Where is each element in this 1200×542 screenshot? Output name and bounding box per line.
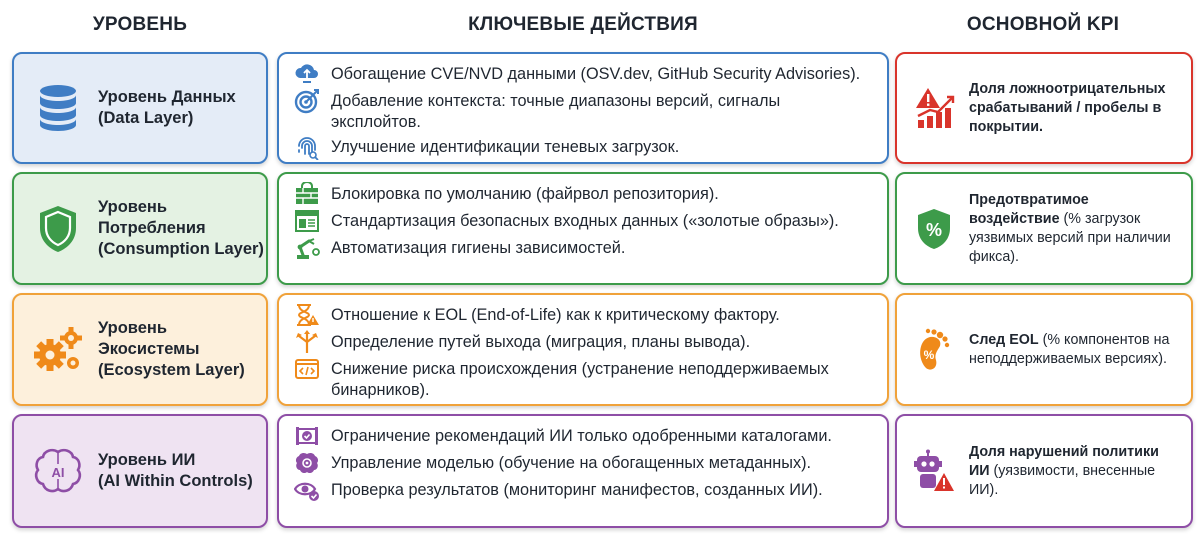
shield-icon — [32, 203, 84, 255]
percent-shield-icon — [911, 206, 957, 252]
split-arrows-icon — [293, 329, 321, 355]
database-icon — [32, 82, 84, 134]
level-label: Уровень ИИ (AI Within Controls) — [98, 451, 253, 490]
ai-brain-icon — [32, 445, 84, 497]
robot-warning-icon — [911, 448, 957, 494]
level-label: Уровень Данных (Data Layer) — [98, 88, 236, 127]
action-item — [293, 61, 873, 87]
action-item — [293, 329, 873, 355]
eye-check-icon — [293, 477, 321, 503]
level-label: Уровень Потребления (Consumption Layer) — [98, 198, 264, 258]
action-item — [293, 208, 873, 234]
action-item — [293, 302, 873, 328]
level-card-data — [12, 52, 268, 164]
level-card-ai — [12, 414, 268, 528]
action-item — [293, 450, 873, 476]
action-item — [293, 181, 873, 207]
action-item — [293, 235, 873, 261]
action-text: Проверка результатов (мониторинг манифестов, созданных ИИ). — [331, 481, 823, 499]
footprint-percent-icon — [911, 327, 957, 373]
cloud-sync-icon — [293, 61, 321, 87]
hourglass-warning-icon — [293, 302, 321, 328]
standard-image-icon — [293, 208, 321, 234]
action-item — [293, 423, 873, 449]
kpi-text: Доля нарушений политики ИИ (уязвимости, внесенные ИИ). — [969, 443, 1159, 498]
action-text: Улучшение идентификации теневых загрузок. — [331, 138, 680, 156]
fingerprint-icon — [293, 134, 321, 160]
action-text: Стандартизация безопасных входных данных («золотые образы»). — [331, 212, 839, 230]
gears-icon — [32, 324, 84, 376]
action-item — [293, 356, 873, 401]
robot-arm-icon — [293, 235, 321, 261]
code-window-icon — [293, 356, 321, 382]
action-item — [293, 477, 873, 503]
actions-card-ecosystem — [277, 293, 889, 406]
svg-text:%: % — [923, 347, 935, 362]
brain-gear-icon — [293, 450, 321, 476]
action-text: Ограничение рекомендаций ИИ только одобренными каталогами. — [331, 427, 832, 445]
svg-text:AI: AI — [51, 465, 65, 480]
catalog-check-icon — [293, 423, 321, 449]
action-text: Отношение к EOL (End-of-Life) как к критическому фактору. — [331, 306, 780, 324]
action-text: Блокировка по умолчанию (файрвол репозитория). — [331, 185, 719, 203]
kpi-card-data — [895, 52, 1193, 164]
lock-firewall-icon — [293, 181, 321, 207]
action-text: Определение путей выхода (миграция, планы вывода). — [331, 333, 751, 351]
kpi-text: Предотвратимое воздействие (% загрузок уязвимых версий при наличии фикса). — [969, 191, 1171, 265]
level-label: Уровень Экосистемы (Ecosystem Layer) — [98, 319, 245, 379]
action-item — [293, 88, 873, 133]
action-text: Обогащение CVE/NVD данными (OSV.dev, GitHub Security Advisories). — [331, 65, 861, 83]
header-kpi: ОСНОВНОЙ KPI — [966, 14, 1120, 35]
header-level: УРОВЕНЬ — [92, 14, 188, 35]
action-text: Снижение риска происхождения (устранение неподдерживаемых бинарников). — [331, 360, 829, 399]
actions-card-consumption — [277, 172, 889, 285]
action-text: Добавление контекста: точные диапазоны версий, сигналы эксплойтов. — [331, 92, 781, 131]
kpi-card-consumption — [895, 172, 1193, 285]
warning-chart-icon — [911, 85, 957, 131]
level-card-consumption — [12, 172, 268, 285]
kpi-card-ai — [895, 414, 1193, 528]
action-text: Управление моделью (обучение на обогащенных метаданных). — [331, 454, 812, 472]
action-text: Автоматизация гигиены зависимостей. — [331, 239, 626, 257]
actions-card-data — [277, 52, 889, 164]
target-icon — [293, 88, 321, 114]
kpi-text: След EOL (% компонентов на неподдерживаемых версиях). — [969, 331, 1170, 367]
svg-text:%: % — [925, 219, 943, 240]
action-item — [293, 134, 873, 160]
level-card-ecosystem — [12, 293, 268, 406]
actions-card-ai — [277, 414, 889, 528]
header-actions: КЛЮЧЕВЫЕ ДЕЙСТВИЯ — [468, 14, 698, 35]
kpi-text: Доля ложноотрицательных срабатываний / пробелы в покрытии. — [969, 80, 1166, 135]
kpi-card-ecosystem — [895, 293, 1193, 406]
